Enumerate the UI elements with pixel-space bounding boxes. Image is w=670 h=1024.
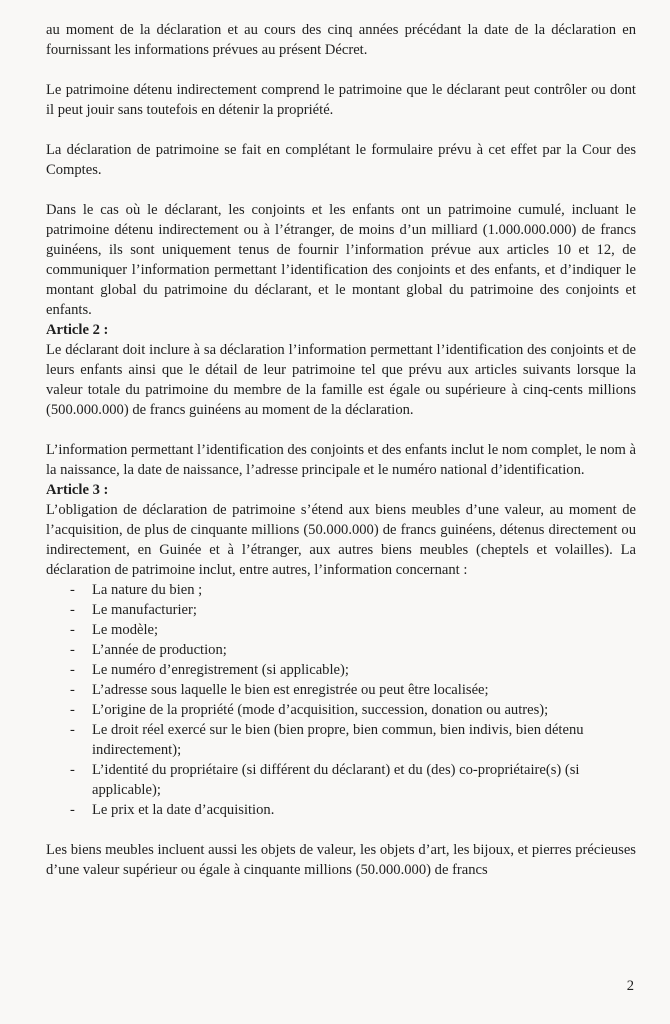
paragraph-cumulative-patrimony: Dans le cas où le déclarant, les conjoints et les enfants ont un patrimoine cumulé, incluant le patrimoine détenu indirectement ou à l’étranger, de moins d’un milliard (1.000.000.000) de francs guinéens, ils sont uniquement tenus de fournir l’information prévue aux articles 10 et 12, de communiquer l’information permettant l’identification des conjoints et des enfants, et d’indiquer le montant global du patrimoine du déclarant, et le montant global du patrimoine des conjoints et enfants.	[46, 202, 636, 318]
paragraph-declaration-form: La déclaration de patrimoine se fait en complétant le formulaire prévu à cet effet par la Cour des Comptes.	[46, 142, 636, 178]
list-item: - L’origine de la propriété (mode d’acquisition, succession, donation ou autres);	[70, 700, 636, 720]
list-item: - Le modèle;	[70, 620, 636, 640]
list-item: - Le manufacturier;	[70, 600, 636, 620]
list-item: - Le numéro d’enregistrement (si applicable);	[70, 660, 636, 680]
article-2-title: Article 2 :	[46, 322, 109, 338]
paragraph-continuation: au moment de la déclaration et au cours des cinq années précédant la date de la déclaration en fournissant les informations prévues au présent Décret.	[46, 22, 636, 58]
article-2-paragraph-2: L’information permettant l’identification des conjoints et des enfants inclut le nom complet, le nom à la naissance, la date de naissance, l’adresse principale et le numéro national d’identification.	[46, 442, 636, 478]
article-3-intro: L’obligation de déclaration de patrimoine s’étend aux biens meubles d’une valeur, au moment de l’acquisition, de plus de cinquante millions (50.000.000) de francs guinéens, détenus directement ou indirectement, en Guinée et à l’étranger, aux autres biens meubles (cheptels et volailles). La déclaration de patrimoine inclut, entre autres, l’information concernant :	[46, 502, 636, 578]
list-item: - L’année de production;	[70, 640, 636, 660]
list-item: - Le prix et la date d’acquisition.	[70, 800, 636, 820]
list-item: - L’identité du propriétaire (si différent du déclarant) et du (des) co-propriétaire(s) (si applicable);	[70, 760, 636, 800]
paragraph-indirect-patrimony: Le patrimoine détenu indirectement comprend le patrimoine que le déclarant peut contrôler ou dont il peut jouir sans toutefois en détenir la propriété.	[46, 82, 636, 118]
list-item: - La nature du bien ;	[70, 580, 636, 600]
article-2-paragraph-1: Le déclarant doit inclure à sa déclaration l’information permettant l’identification des conjoints et de leurs enfants ainsi que le détail de leur patrimoine tel que prévu aux articles suivants lorsque la valeur totale du patrimoine du membre de la famille est égale ou supérieure à cinq-cents millions (500.000.000) de francs guinéens au moment de la déclaration.	[46, 342, 636, 418]
article-3-closing: Les biens meubles incluent aussi les objets de valeur, les objets d’art, les bijoux, et pierres précieuses d’une valeur supérieur ou égale à cinquante millions (50.000.000) de francs	[46, 842, 636, 878]
article-3-title: Article 3 :	[46, 482, 109, 498]
list-item: - Le droit réel exercé sur le bien (bien propre, bien commun, bien indivis, bien détenu indirectement);	[70, 720, 636, 760]
page-number: 2	[626, 978, 634, 994]
list-item: - L’adresse sous laquelle le bien est enregistrée ou peut être localisée;	[70, 680, 636, 700]
article-3-item-list	[46, 580, 636, 820]
